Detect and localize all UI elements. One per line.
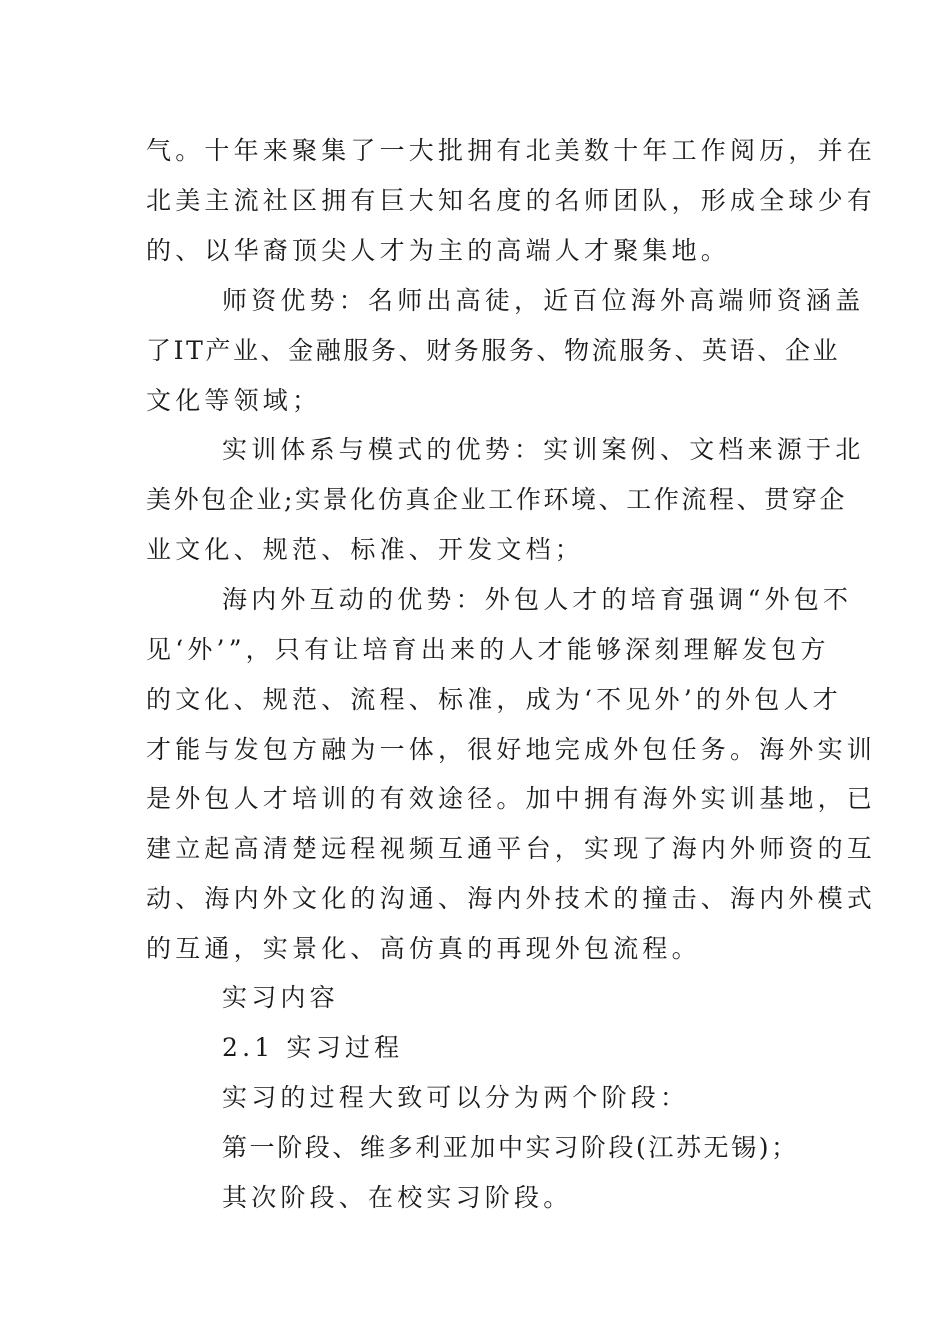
paragraph-line: 的、以华裔顶尖人才为主的高端人才聚集地。 [146, 236, 731, 265]
paragraph-line: 才能与发包方融为一体，很好地完成外包任务。海外实训 [146, 735, 877, 764]
paragraph-line: 气。十年来聚集了一大批拥有北美数十年工作阅历，并在 [146, 136, 877, 165]
paragraph-line: 第一阶段、维多利亚加中实习阶段(江苏无锡)； [222, 1133, 799, 1162]
paragraph-line: 美外包企业;实景化仿真企业工作环境、工作流程、贯穿企 [146, 485, 848, 514]
paragraph-line: 的互通，实景化、高仿真的再现外包流程。 [146, 934, 701, 963]
paragraph-line: 海内外互动的优势：外包人才的培育强调“外包不 [222, 585, 853, 614]
paragraph-line: 是外包人才培训的有效途径。加中拥有海外实训基地，已 [146, 784, 877, 813]
paragraph-line: 实习的过程大致可以分为两个阶段： [222, 1083, 690, 1112]
paragraph-line: 文化等领域； [146, 386, 322, 415]
subsection-heading: 2.1 实习过程 [222, 1033, 404, 1062]
paragraph-line: 动、海内外文化的沟通、海内外技术的撞击、海内外模式 [146, 884, 877, 913]
paragraph-line: 北美主流社区拥有巨大知名度的名师团队，形成全球少有 [146, 186, 877, 215]
paragraph-line: 建立起高清楚远程视频互通平台，实现了海内外师资的互 [146, 834, 877, 863]
paragraph-line: 了IT产业、金融服务、财务服务、物流服务、英语、企业 [146, 336, 841, 365]
paragraph-line: 实训体系与模式的优势：实训案例、文档来源于北 [222, 435, 865, 464]
section-heading: 实习内容 [222, 983, 339, 1012]
paragraph-line: 见‘外’”，只有让培育出来的人才能够深刻理解发包方 [146, 635, 830, 664]
paragraph-line: 业文化、规范、标准、开发文档； [146, 535, 585, 564]
paragraph-line: 其次阶段、在校实习阶段。 [222, 1183, 573, 1212]
paragraph-line: 师资优势：名师出高徒，近百位海外高端师资涵盖 [222, 286, 865, 315]
paragraph-line: 的文化、规范、流程、标准，成为‘不见外’的外包人才 [146, 685, 842, 714]
